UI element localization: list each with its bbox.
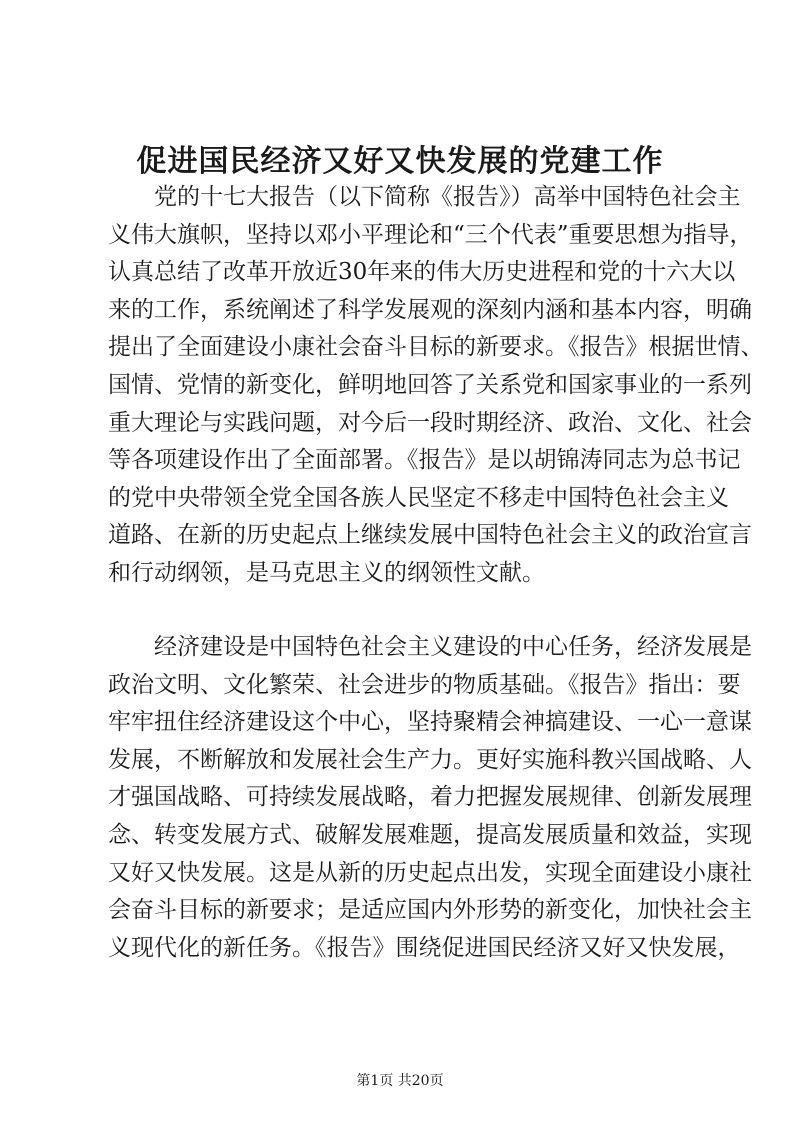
text-line: 政治文明、文化繁荣、社会进步的物质基础。《报告》指出：要 — [108, 671, 741, 698]
text-line: 道路、在新的历史起点上继续发展中国特色社会主义的政治宣言 — [108, 522, 752, 549]
text-line: 义伟大旗帜，坚持以邓小平理论和“三个代表”重要思想为指导， — [108, 221, 753, 248]
text-line: 党的十七大报告（以下简称《报告》）高举中国特色社会主 — [154, 184, 741, 210]
text-line: 牢牢扭住经济建设这个中心，坚持聚精会神搞建设、一心一意谋 — [108, 709, 752, 736]
text-line: 义现代化的新任务。《报告》围绕促进国民经济又好又快发展， — [108, 934, 741, 961]
text-line: 认真总结了改革开放近30年来的伟大历史进程和党的十六大以 — [108, 259, 736, 286]
text-line: 又好又快发展。这是从新的历史起点出发，实现全面建设小康社 — [108, 859, 752, 886]
text-line: 重大理论与实践问题，对今后一段时期经济、政治、文化、社会 — [108, 409, 752, 436]
paragraph-1 — [108, 179, 764, 593]
text-line: 的党中央带领全党全国各族人民坚定不移走中国特色社会主义 — [108, 484, 729, 511]
page-footer: 第1页 共20页 — [356, 1073, 444, 1089]
text-line: 才强国战略、可持续发展战略，着力把握发展规律、创新发展理 — [108, 784, 752, 811]
text-line: 念、转变发展方式、破解发展难题，提高发展质量和效益，实现 — [108, 821, 752, 848]
text-line: 和行动纲领，是马克思主义的纲领性文献。 — [108, 559, 545, 586]
paragraph-2 — [108, 629, 752, 967]
text-line: 提出了全面建设小康社会奋斗目标的新要求。《报告》根据世情、 — [108, 334, 764, 361]
document-title: 促进国民经济又好又快发展的党建工作 — [136, 144, 664, 179]
text-line: 等各项建设作出了全面部署。《报告》是以胡锦涛同志为总书记 — [108, 447, 741, 474]
text-line: 来的工作，系统阐述了科学发展观的深刻内涵和基本内容，明确 — [108, 296, 752, 323]
text-line: 会奋斗目标的新要求；是适应国内外形势的新变化，加快社会主 — [108, 897, 752, 924]
text-line: 发展，不断解放和发展社会生产力。更好实施科教兴国战略、人 — [108, 746, 752, 773]
text-line: 国情、党情的新变化，鲜明地回答了关系党和国家事业的一系列 — [108, 371, 752, 398]
text-line: 经济建设是中国特色社会主义建设的中心任务，经济发展是 — [154, 634, 752, 660]
